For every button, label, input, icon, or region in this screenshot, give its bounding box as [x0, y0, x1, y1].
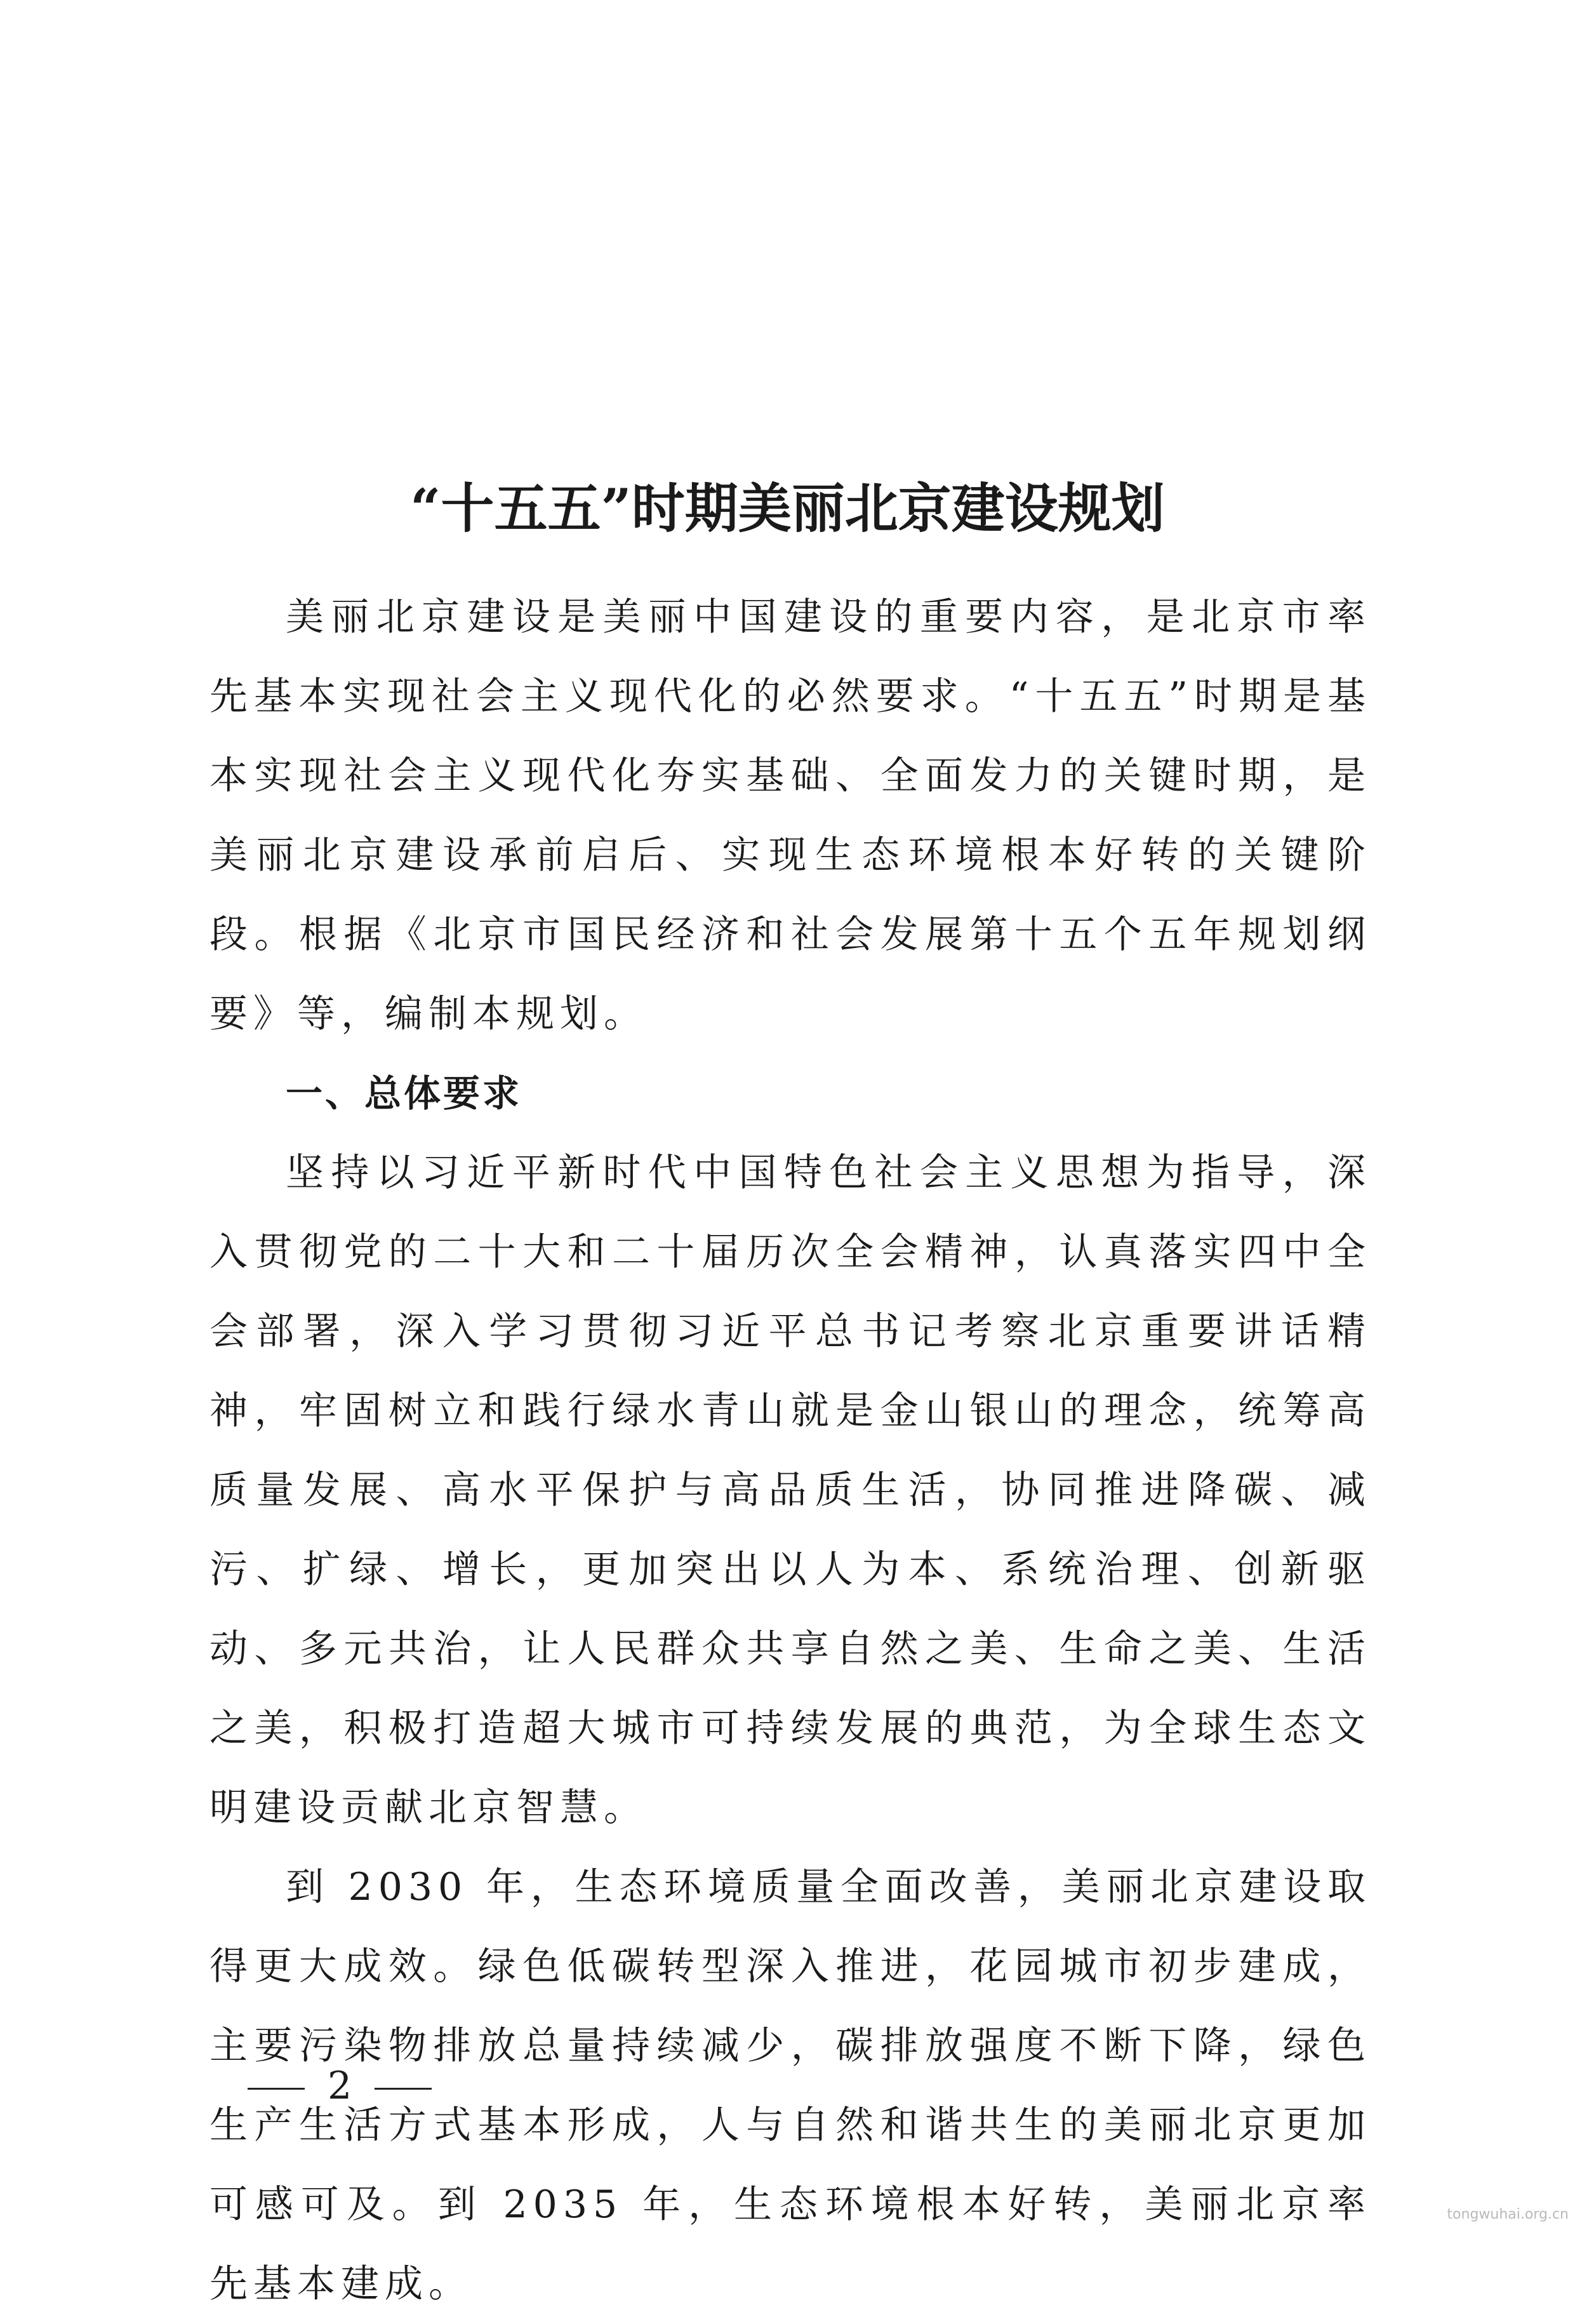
paragraph-intro: 美丽北京建设是美丽中国建设的重要内容，是北京市率先基本实现社会主义现代化的必然要求。“十五五”时期是基本实现社会主义现代化夯实基础、全面发力的关键时期，是美丽北京建设承前启后、实现生态环境根本好转的关键阶段。根据《北京市国民经济和社会发展第十五个五年规划纲要》等，编制本规划。 — [209, 595, 1371, 1036]
page-title: “十五五”时期美丽北京建设规划 — [410, 477, 1165, 540]
watermark: tongwuhai.org.cn — [1447, 2207, 1569, 2222]
section-heading-general-requirements: 一、总体要求 — [286, 1072, 522, 1115]
page-footer — [248, 2060, 432, 2111]
page-number: 2 — [328, 2064, 352, 2108]
paragraph-goals: 到 2030 年，生态环境质量全面改善，美丽北京建设取得更大成效。绿色低碳转型深入推进，花园城市初步建成，主要污染物排放总量持续减少，碳排放强度不断下降，绿色生产生活方式基本形成，人与自然和谐共生的美丽北京更加可感可及。到 2035 年，生态环境根本好转，美丽北京率先基本建成。 — [209, 1865, 1371, 2306]
footer-dash-right — [375, 2088, 432, 2090]
footer-dash-left — [248, 2088, 305, 2090]
paragraph-guiding-principles: 坚持以习近平新时代中国特色社会主义思想为指导，深入贯彻党的二十大和二十届历次全会精神，认真落实四中全会部署，深入学习贯彻习近平总书记考察北京重要讲话精神，牢固树立和践行绿水青山就是金山银山的理念，统筹高质量发展、高水平保护与高品质生活，协同推进降碳、减污、扩绿、增长，更加突出以人为本、系统治理、创新驱动、多元共治，让人民群众共享自然之美、生命之美、生活之美，积极打造超大城市可持续发展的典范，为全球生态文明建设贡献北京智慧。 — [209, 1151, 1371, 1830]
